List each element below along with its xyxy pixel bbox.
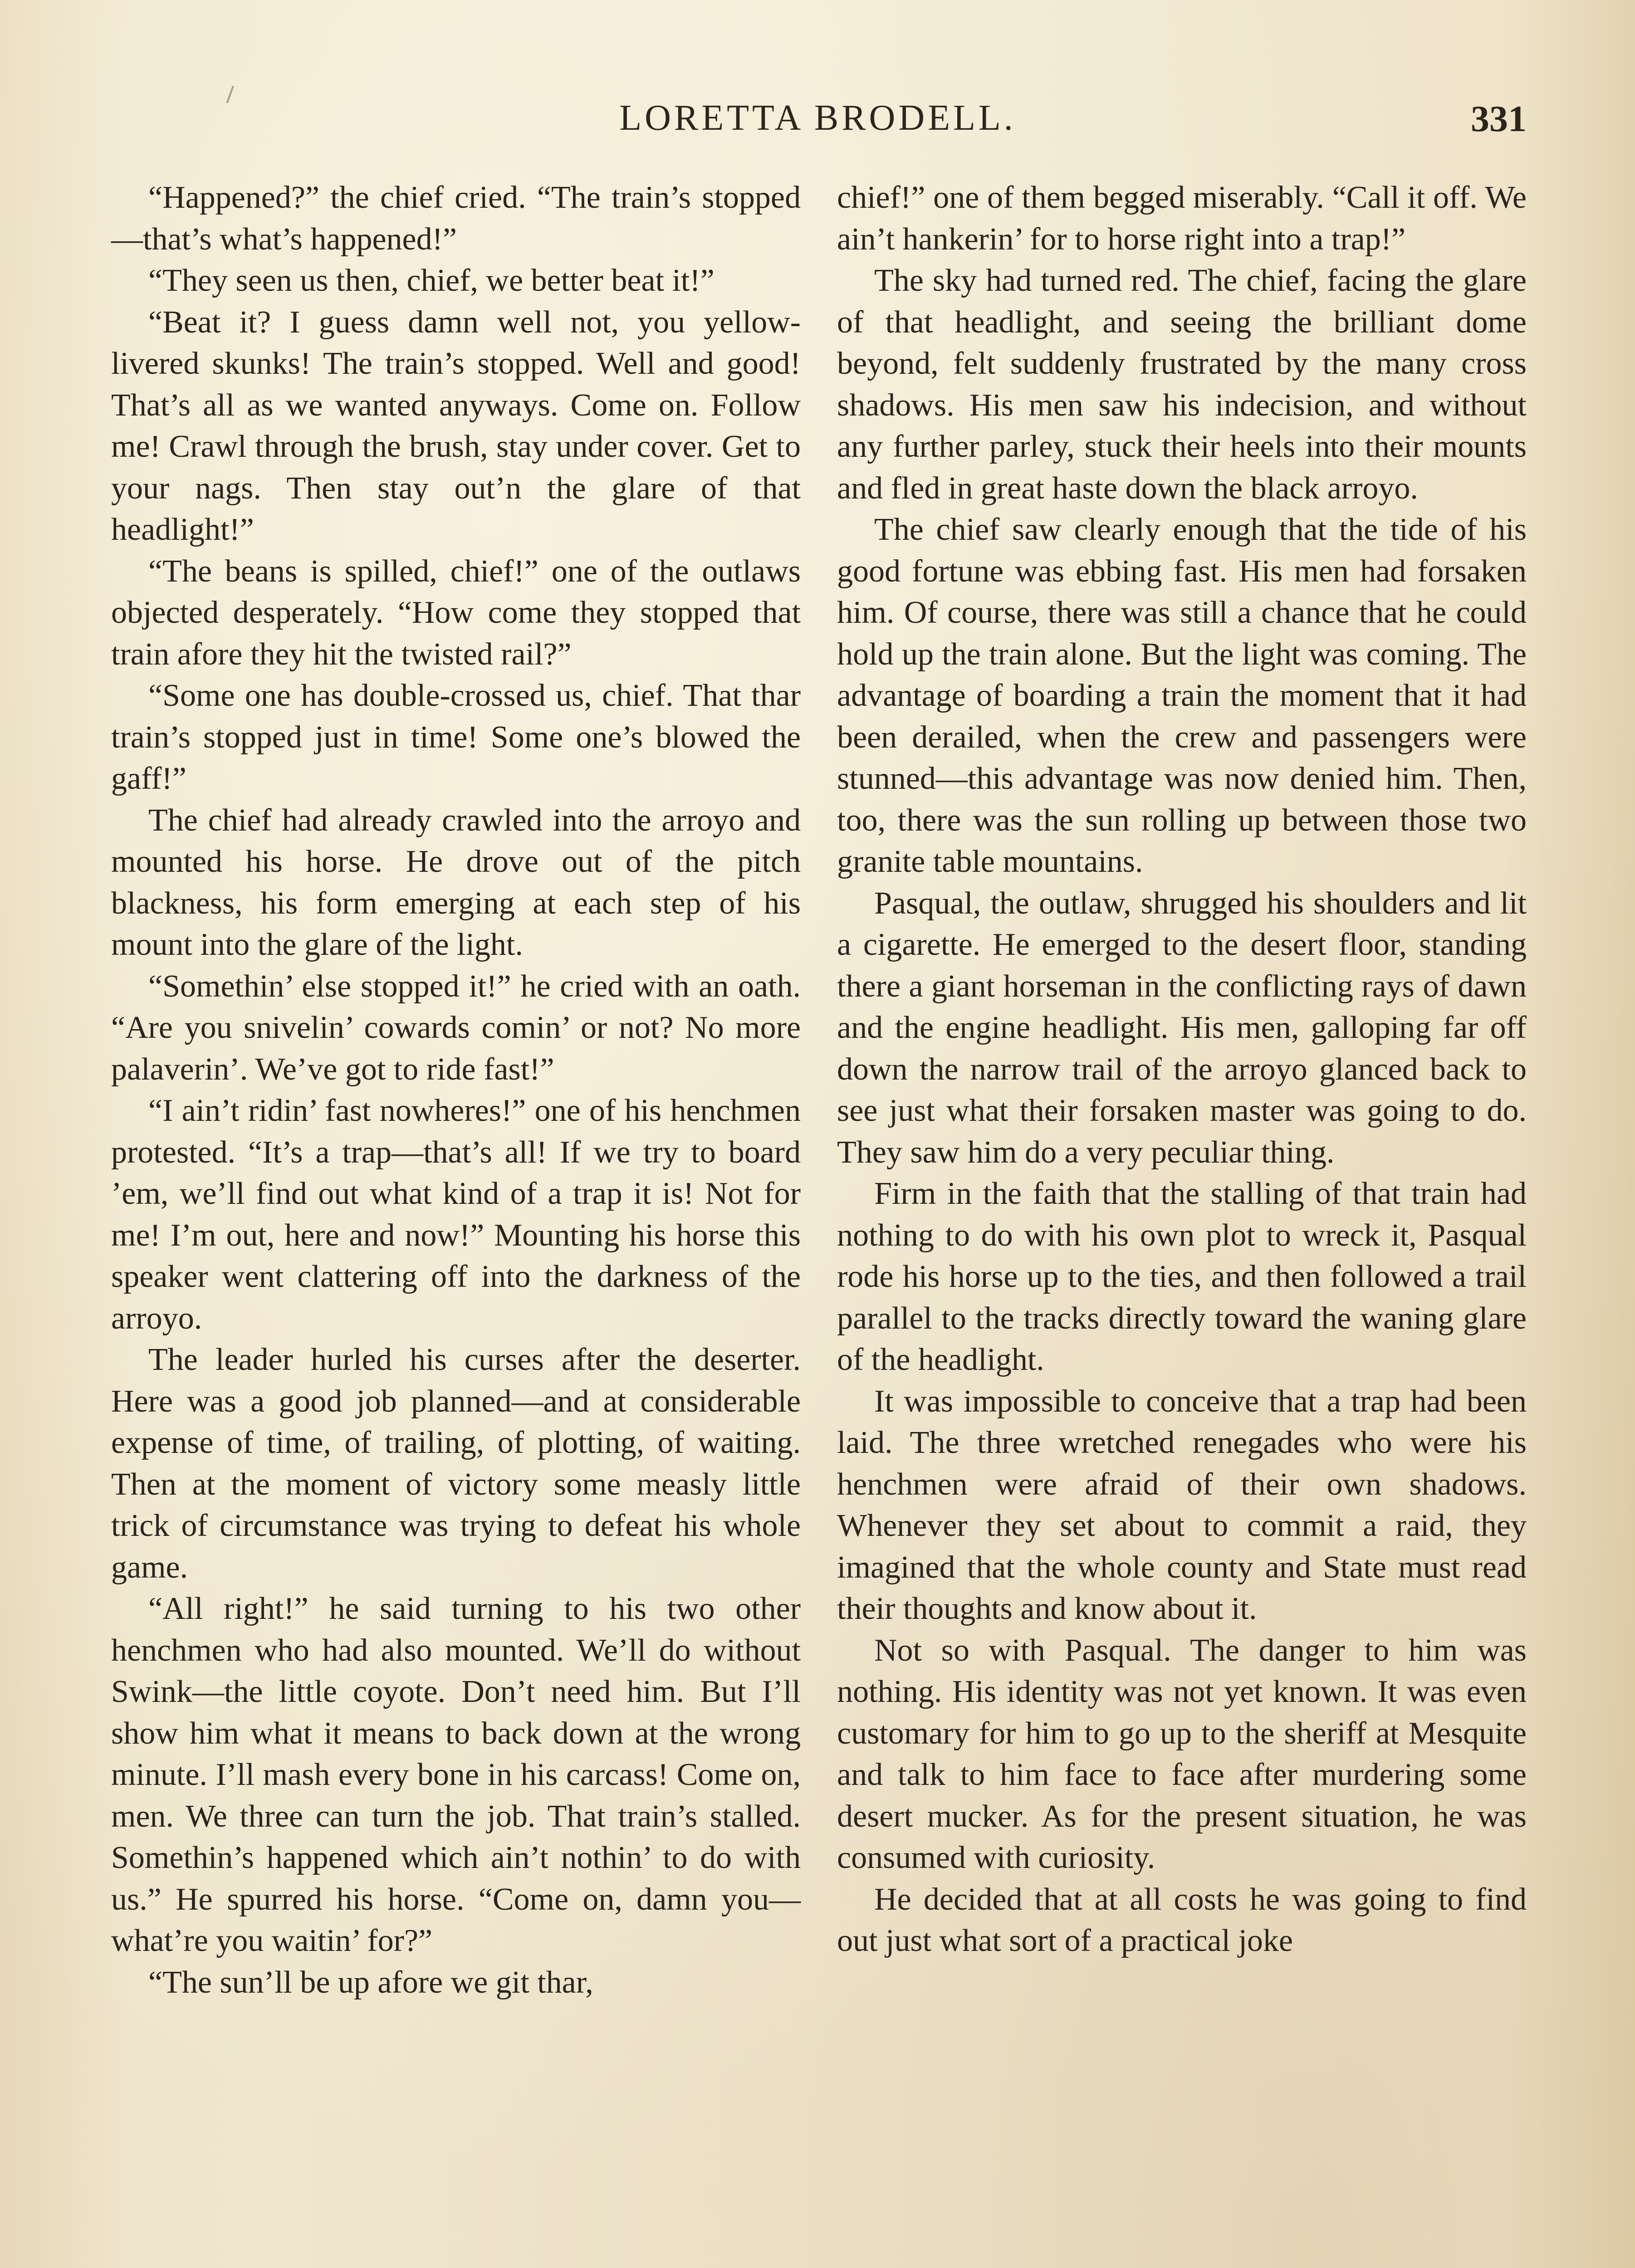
paragraph: He decided that at all costs he was going to find out just what sort of a practical joke <box>837 1882 1527 1958</box>
paragraph: The sky had turned red. The chief, facing the glare of that headlight, and seeing the brilliant dome beyond, felt suddenly frustrated by the many cross shadows. His men saw his indecision, and without any further parley, stuck their heels into their mounts and fled in great haste down the black arroyo. <box>837 263 1527 506</box>
paragraph: The leader hurled his curses after the deserter. Here was a good job planned—and at considerable expense of time, of trailing, of plotting, of waiting. Then at the moment of victory some measly little trick of circumstance was trying to defeat his whole game. <box>111 1342 801 1585</box>
paragraph: “Somethin’ else stopped it!” he cried with an oath. “Are you snivelin’ cowards comin’ or not? No more palaverin’. We’ve got to ride fast!” <box>111 968 801 1087</box>
paragraph: Firm in the faith that the stalling of that train had nothing to do with his own plot to wreck it, Pasqual rode his horse up to the ties, and then followed a trail parallel to the tracks directly toward the waning glare of the headlight. <box>837 1176 1527 1377</box>
running-title: LORETTA BRODELL. <box>619 98 1016 138</box>
paragraph: “The beans is spilled, chief!” one of the outlaws objected desperately. “How come they stopped that train afore they hit the twisted rail?” <box>111 553 801 672</box>
paragraph-continued: chief!” one of them begged miserably. “Call it off. We ain’t hankerin’ for to horse right into a trap!” <box>837 180 1527 257</box>
paragraph: “I ain’t ridin’ fast nowheres!” one of his henchmen protested. “It’s a trap—that’s all! If we try to board ’em, we’ll find out what kind of a trap it is! Not for me! I’m out, here and now!” Mounting his horse this speaker went clattering off into the darkness of the arroyo. <box>111 1093 801 1336</box>
paragraph: Not so with Pasqual. The danger to him was nothing. His identity was not yet known. It was even customary for him to go up to the sheriff at Mesquite and talk to him face to face after murdering some desert mucker. As for the present situation, he was consumed with curiosity. <box>837 1633 1527 1875</box>
paragraph: Pasqual, the outlaw, shrugged his shoulders and lit a cigarette. He emerged to the desert floor, standing there a giant horseman in the conflicting rays of dawn and the engine headlight. His men, galloping far off down the narrow trail of the arroyo glanced back to see just what their forsaken master was going to do. They saw him do a very peculiar thing. <box>837 885 1527 1170</box>
paragraph: “The sun’ll be up afore we git thar, <box>148 1965 593 2000</box>
right-column <box>837 177 1527 1962</box>
paragraph: The chief saw clearly enough that the tide of his good fortune was ebbing fast. His men had forsaken him. Of course, there was still a chance that he could hold up the train alone. But the light was coming. The advantage of boarding a train the moment that it had been derailed, when the crew and passengers were stunned—this advantage was now denied him. Then, too, there was the sun rolling up between those two granite table mountains. <box>837 512 1527 879</box>
paragraph: “Some one has double-crossed us, chief. That thar train’s stopped just in time! Some one’s blowed the gaff!” <box>111 678 801 796</box>
page-number: 331 <box>1471 98 1527 139</box>
paragraph: The chief had already crawled into the arroyo and mounted his horse. He drove out of the pitch blackness, his form emerging at each step of his mount into the glare of the light. <box>111 802 801 962</box>
paragraph: “All right!” he said turning to his two other henchmen who had also mounted. We’ll do without Swink—the little coyote. Don’t need him. But I’ll show him what it means to back down at the wrong minute. I’ll mash every bone in his carcass! Come on, men. We three can turn the job. That train’s stalled. Somethin’s happened which ain’t nothin’ to do with us.” He spurred his horse. “Come on, damn you—what’re you waitin’ for?” <box>111 1591 801 1958</box>
left-column <box>111 177 801 2003</box>
paragraph: “Happened?” the chief cried. “The train’s stopped—that’s what’s happened!” <box>111 180 801 257</box>
paragraph: “They seen us then, chief, we better beat it!” <box>148 263 715 298</box>
page-header <box>109 98 1527 147</box>
paragraph: “Beat it? I guess damn well not, you yellow-livered skunks! The train’s stopped. Well and good! That’s all as we wanted anyways. Come on. Follow me! Crawl through the brush, stay under cover. Get to your nags. Then stay out’n the glare of that headlight!” <box>111 304 801 547</box>
paragraph: It was impossible to conceive that a trap had been laid. The three wretched renegades who were his henchmen were afraid of their own shadows. Whenever they set about to commit a raid, they imagined that the whole county and State must read their thoughts and know about it. <box>837 1383 1527 1626</box>
